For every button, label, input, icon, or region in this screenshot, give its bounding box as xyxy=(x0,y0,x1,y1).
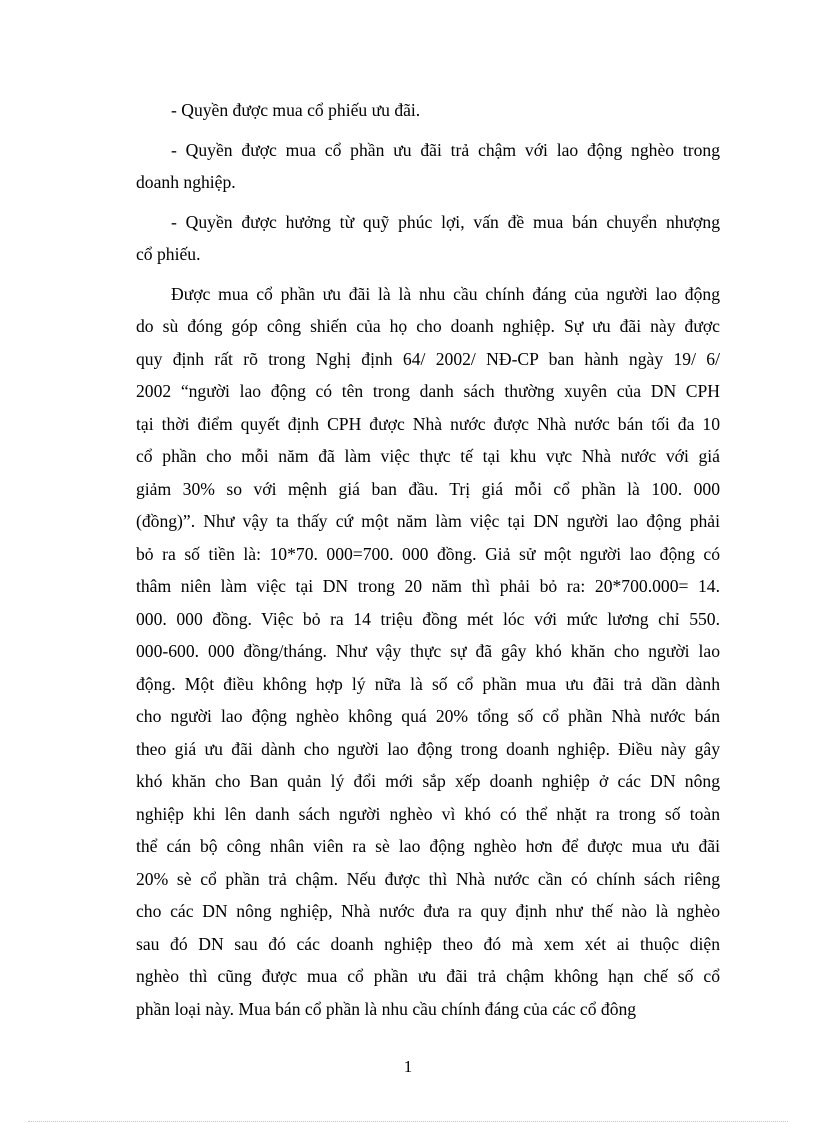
paragraph xyxy=(136,206,720,271)
text-line: cổ phiếu. xyxy=(136,244,201,264)
text-line: cho các DN nông nghiệp, Nhà nước đưa ra quy định như thế nào là nghèo xyxy=(136,901,720,921)
paragraph xyxy=(136,278,720,1026)
text-line: Được mua cổ phần ưu đãi là là nhu cầu chính đáng của người lao động xyxy=(171,283,720,304)
text-line: động. Một điều không hợp lý nữa là số cổ phần mua ưu đãi trả dần dành xyxy=(136,673,720,694)
page-number: 1 xyxy=(403,1057,413,1076)
text-line: thể cán bộ công nhân viên ra sè lao động nghèo hơn để được mua ưu đãi xyxy=(136,836,720,856)
text-line: quy định rất rõ trong Nghị định 64/ 2002/ NĐ-CP ban hành ngày 19/ 6/ xyxy=(136,348,720,369)
text-line: - Quyền được hưởng từ quỹ phúc lợi, vấn đề mua bán chuyển nhượng xyxy=(171,211,720,232)
paragraph xyxy=(136,134,720,199)
text-line: - Quyền được mua cổ phiếu ưu đãi. xyxy=(171,100,421,120)
text-line: (đồng)”. Như vậy ta thấy cứ một năm làm việc tại DN người lao động phải xyxy=(136,511,720,531)
paragraph xyxy=(136,94,720,127)
text-line: do sù đóng góp công shiến của họ cho doanh nghiệp. Sự ưu đãi này được xyxy=(136,316,720,336)
text-line: 000. 000 đồng. Việc bỏ ra 14 triệu đồng mét lóc với mức lương chỉ 550. xyxy=(136,608,720,629)
text-line: phần loại này. Mua bán cổ phần là nhu cầu chính đáng của các cổ đông xyxy=(136,998,637,1019)
document-body xyxy=(136,94,720,1025)
text-line: nghèo thì cũng được mua cổ phần ưu đãi trả chậm không hạn chế số cổ xyxy=(136,966,720,986)
text-line: tại thời điểm quyết định CPH được Nhà nước được Nhà nước bán tối đa 10 xyxy=(136,413,720,434)
text-line: doanh nghiệp. xyxy=(136,172,236,192)
text-line: 20% sè cổ phần trả chậm. Nếu được thì Nhà nước cần có chính sách riêng xyxy=(136,868,720,889)
text-line: thâm niên làm việc tại DN trong 20 năm thì phải bỏ ra: 20*700.000= 14. xyxy=(136,576,720,596)
text-line: khó khăn cho Ban quản lý đổi mới sắp xếp doanh nghiệp ở các DN nông xyxy=(136,771,720,791)
text-line: giảm 30% so với mệnh giá ban đầu. Trị giá mỗi cổ phần là 100. 000 xyxy=(136,478,720,499)
text-line: cho người lao động nghèo không quá 20% tổng số cổ phần Nhà nước bán xyxy=(136,706,720,726)
text-line: - Quyền được mua cổ phần ưu đãi trả chậm với lao động nghèo trong xyxy=(171,139,720,160)
text-line: nghiệp khi lên danh sách người nghèo vì khó có thể nhặt ra trong số toàn xyxy=(136,803,720,824)
text-line: 2002 “người lao động có tên trong danh sách thường xuyên của DN CPH xyxy=(136,381,720,401)
text-line: bỏ ra số tiền là: 10*70. 000=700. 000 đồng. Giả sử một người lao động có xyxy=(136,543,720,564)
text-line: theo giá ưu đãi dành cho người lao động trong doanh nghiệp. Điều này gây xyxy=(136,738,720,759)
text-line: cổ phần cho mỗi năm đã làm việc thực tế tại khu vực Nhà nước với giá xyxy=(136,446,720,466)
text-line: sau đó DN sau đó các doanh nghiệp theo đó mà xem xét ai thuộc diện xyxy=(136,933,720,954)
text-line: 000-600. 000 đồng/tháng. Như vậy thực sự đã gây khó khăn cho người lao xyxy=(136,641,720,661)
page-bottom-divider xyxy=(28,1121,788,1122)
